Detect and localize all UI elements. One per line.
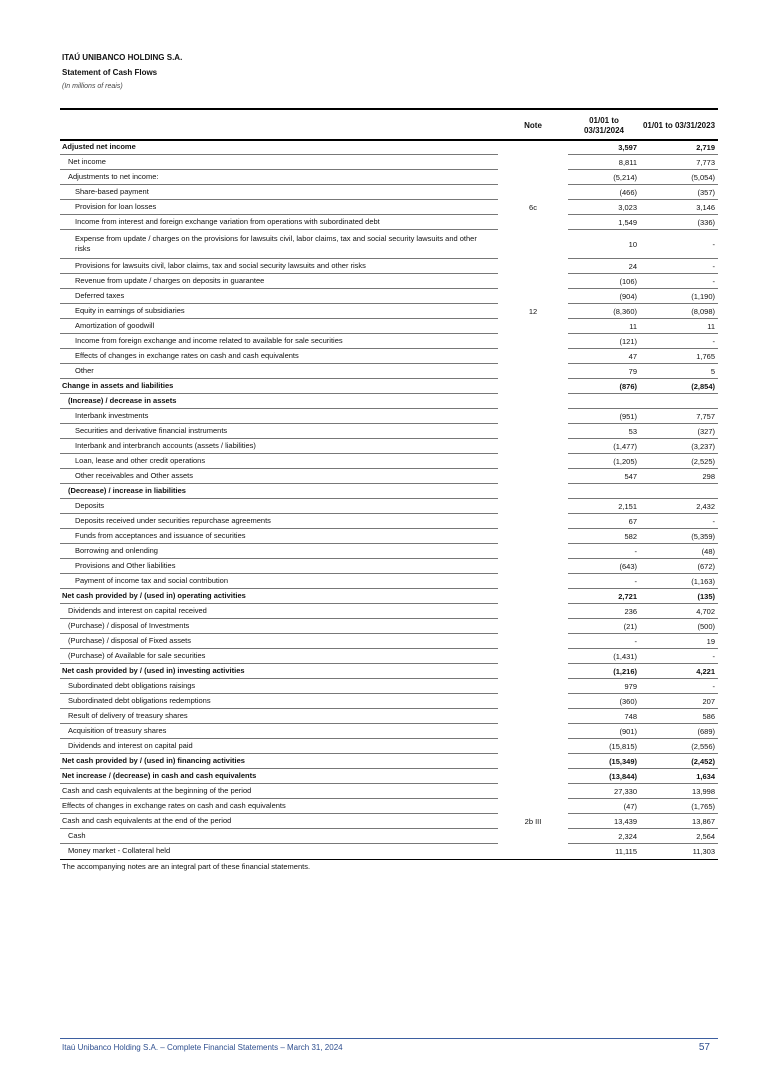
row-value-2024: (8,360) — [568, 304, 640, 319]
row-value-2024: (951) — [568, 409, 640, 424]
row-value-2024: (643) — [568, 559, 640, 574]
page-number: 57 — [698, 1042, 710, 1053]
row-note — [498, 170, 568, 185]
note-column-header: Note — [524, 120, 542, 130]
table-row — [60, 574, 718, 589]
table-row — [60, 814, 718, 829]
row-note — [498, 634, 568, 649]
row-value-2023: 2,719 — [640, 140, 718, 155]
row-value-2024: (47) — [568, 799, 640, 814]
table-row — [60, 304, 718, 319]
row-value-2024: (21) — [568, 619, 640, 634]
row-value-2023: - — [640, 514, 718, 529]
row-value-2023: (5,054) — [640, 170, 718, 185]
units-note: (In millions of reais) — [62, 83, 123, 90]
row-value-2023: (1,163) — [640, 574, 718, 589]
table-row — [60, 619, 718, 634]
row-value-2023 — [640, 394, 718, 409]
row-value-2024: 1,549 — [568, 215, 640, 230]
row-value-2024: 53 — [568, 424, 640, 439]
row-value-2024: 2,151 — [568, 499, 640, 514]
table-row — [60, 349, 718, 364]
table-row — [60, 769, 718, 784]
table-row — [60, 829, 718, 844]
row-label: Other — [60, 364, 498, 379]
row-value-2023: (2,452) — [640, 754, 718, 769]
row-note — [498, 155, 568, 170]
row-note — [498, 230, 568, 259]
row-value-2023: 2,432 — [640, 499, 718, 514]
table-row — [60, 559, 718, 574]
row-value-2023: 4,702 — [640, 604, 718, 619]
row-label: Money market - Collateral held — [68, 846, 171, 856]
table-row — [60, 649, 718, 664]
row-note — [498, 649, 568, 664]
row-value-2024 — [568, 394, 640, 409]
row-value-2023: (500) — [640, 619, 718, 634]
row-note — [498, 514, 568, 529]
table-row — [60, 289, 718, 304]
row-label: Other receivables and Other assets — [60, 469, 498, 484]
table-row — [60, 754, 718, 769]
row-value-2023: (3,237) — [640, 439, 718, 454]
table-row — [60, 454, 718, 469]
row-value-2023: 11 — [640, 319, 718, 334]
row-label: Interbank and interbranch accounts (assets / liabilities) — [60, 439, 498, 454]
row-value-2023: 3,146 — [640, 200, 718, 215]
row-note — [498, 319, 568, 334]
row-label: Provisions for lawsuits civil, labor claims, tax and social security lawsuits and other risks — [60, 259, 498, 274]
row-note — [498, 409, 568, 424]
row-note — [498, 379, 568, 394]
row-value-2024: (13,844) — [568, 769, 640, 784]
table-row — [60, 274, 718, 289]
row-value-2023: (672) — [640, 559, 718, 574]
row-note — [498, 484, 568, 499]
row-label: Effects of changes in exchange rates on cash and cash equivalents — [60, 799, 498, 814]
row-value-2023: 298 — [640, 469, 718, 484]
row-value-2023: (2,556) — [640, 739, 718, 754]
table-row — [60, 394, 718, 409]
row-label: Deposits — [60, 499, 498, 514]
row-note — [498, 574, 568, 589]
row-note — [498, 439, 568, 454]
row-value-2023: (8,098) — [640, 304, 718, 319]
row-value-2024: (1,216) — [568, 664, 640, 679]
row-value-2023: 13,998 — [640, 784, 718, 799]
row-value-2024 — [568, 484, 640, 499]
row-value-2024: (5,214) — [568, 170, 640, 185]
row-value-2024: 11 — [568, 319, 640, 334]
row-value-2024: (466) — [568, 185, 640, 200]
row-label: Deferred taxes — [60, 289, 498, 304]
row-label: Change in assets and liabilities — [60, 379, 498, 394]
row-value-2023: (2,525) — [640, 454, 718, 469]
row-label: Adjustments to net income: — [60, 170, 498, 185]
row-label: Securities and derivative financial instruments — [60, 424, 498, 439]
table-row — [60, 679, 718, 694]
row-value-2024: 13,439 — [568, 814, 640, 829]
row-label: Net cash provided by / (used in) investing activities — [60, 664, 498, 679]
row-value-2023: (135) — [640, 589, 718, 604]
table-row — [60, 484, 718, 499]
row-value-2024: 27,330 — [568, 784, 640, 799]
row-label: Subordinated debt obligations raisings — [60, 679, 498, 694]
row-note — [498, 364, 568, 379]
table-row — [60, 424, 718, 439]
row-value-2023: (1,190) — [640, 289, 718, 304]
row-label: Effects of changes in exchange rates on cash and cash equivalents — [60, 349, 498, 364]
row-value-2023: (357) — [640, 185, 718, 200]
row-value-2024: (1,205) — [568, 454, 640, 469]
row-label: (Purchase) / disposal of Fixed assets — [60, 634, 498, 649]
table-row — [60, 589, 718, 604]
row-label: (Decrease) / increase in liabilities — [60, 484, 498, 499]
table-top-rule — [60, 108, 718, 110]
table-row — [60, 544, 718, 559]
row-note — [498, 454, 568, 469]
table-row — [60, 170, 718, 185]
table-row — [60, 799, 718, 814]
row-note — [498, 589, 568, 604]
row-value-2024: - — [568, 544, 640, 559]
statement-title: Statement of Cash Flows — [62, 68, 158, 77]
row-label: Subordinated debt obligations redemptions — [60, 694, 498, 709]
table-row — [60, 784, 718, 799]
row-note — [498, 844, 568, 859]
row-label: Provision for loan losses — [60, 200, 498, 215]
table-row — [60, 634, 718, 649]
row-value-2024: 236 — [568, 604, 640, 619]
table-row — [60, 140, 718, 155]
row-value-2024: 8,811 — [568, 155, 640, 170]
row-value-2023: - — [640, 679, 718, 694]
row-value-2023: 7,757 — [640, 409, 718, 424]
row-label: Cash and cash equivalents at the end of the period — [60, 814, 498, 829]
row-note — [498, 424, 568, 439]
row-value-2023: 2,564 — [640, 829, 718, 844]
table-row — [60, 499, 718, 514]
row-note — [498, 185, 568, 200]
row-value-2023: 7,773 — [640, 155, 718, 170]
row-label: (Increase) / decrease in assets — [60, 394, 498, 409]
row-value-2023: (689) — [640, 724, 718, 739]
row-note: 6c — [529, 203, 537, 212]
row-note — [498, 739, 568, 754]
row-value-2024: (876) — [568, 379, 640, 394]
table-row — [60, 409, 718, 424]
row-note — [498, 559, 568, 574]
row-value-2024: (1,431) — [568, 649, 640, 664]
row-label: Cash and cash equivalents at the beginning of the period — [60, 784, 498, 799]
row-note — [498, 769, 568, 784]
table-row — [60, 319, 718, 334]
table-row — [60, 334, 718, 349]
table-row — [60, 439, 718, 454]
row-label: Deposits received under securities repurchase agreements — [60, 514, 498, 529]
row-note — [498, 709, 568, 724]
row-value-2023: (48) — [640, 544, 718, 559]
row-note — [498, 349, 568, 364]
row-value-2024: (1,477) — [568, 439, 640, 454]
footer-rule — [60, 1038, 718, 1039]
row-label: Funds from acceptances and issuance of securities — [60, 529, 498, 544]
row-note — [498, 334, 568, 349]
row-value-2023: 13,867 — [640, 814, 718, 829]
row-label: Cash — [60, 829, 498, 844]
row-note — [498, 215, 568, 230]
company-name: ITAÚ UNIBANCO HOLDING S.A. — [62, 53, 183, 62]
row-note — [498, 724, 568, 739]
row-note — [498, 754, 568, 769]
row-label: Acquisition of treasury shares — [60, 724, 498, 739]
table-row — [60, 724, 718, 739]
row-value-2024: (904) — [568, 289, 640, 304]
row-note — [498, 784, 568, 799]
row-value-2024: 2,721 — [568, 589, 640, 604]
row-note — [498, 664, 568, 679]
row-value-2024: (360) — [568, 694, 640, 709]
row-label: Dividends and interest on capital paid — [60, 739, 498, 754]
row-value-2024: 2,324 — [568, 829, 640, 844]
cash-flow-table — [60, 140, 718, 859]
row-label: Equity in earnings of subsidiaries — [60, 304, 498, 319]
row-value-2023: - — [640, 334, 718, 349]
row-value-2024: 10 — [568, 230, 640, 259]
row-label: Result of delivery of treasury shares — [60, 709, 498, 724]
row-value-2023: - — [640, 649, 718, 664]
row-label: Payment of income tax and social contribution — [60, 574, 498, 589]
table-row — [60, 185, 718, 200]
row-label: Amortization of goodwill — [60, 319, 498, 334]
row-value-2024: 47 — [568, 349, 640, 364]
row-label: Adjusted net income — [60, 140, 498, 155]
row-label: Provisions and Other liabilities — [60, 559, 498, 574]
row-label: Borrowing and onlending — [60, 544, 498, 559]
row-label: Income from interest and foreign exchange variation from operations with subordinated debt — [60, 215, 498, 230]
row-value-2023: 1,765 — [640, 349, 718, 364]
row-value-2023: 207 — [640, 694, 718, 709]
table-row — [60, 529, 718, 544]
row-note — [498, 499, 568, 514]
row-note — [498, 544, 568, 559]
footnote: The accompanying notes are an integral part of these financial statements. — [62, 862, 311, 871]
row-value-2023: 1,634 — [640, 769, 718, 784]
row-label: Net cash provided by / (used in) operating activities — [60, 589, 498, 604]
row-label: Revenue from update / charges on deposits in guarantee — [60, 274, 498, 289]
row-label: Dividends and interest on capital received — [60, 604, 498, 619]
table-row — [60, 230, 718, 259]
row-label: (Purchase) of Available for sale securities — [60, 649, 498, 664]
row-note — [498, 619, 568, 634]
row-label: Expense from update / charges on the provisions for lawsuits civil, labor claims, tax and social security lawsuits and other risks — [60, 230, 498, 259]
row-value-2024: (106) — [568, 274, 640, 289]
table-row — [60, 379, 718, 394]
row-value-2023: (2,854) — [640, 379, 718, 394]
row-value-2023: (1,765) — [640, 799, 718, 814]
row-value-2023: 19 — [640, 634, 718, 649]
table-row — [60, 604, 718, 619]
row-value-2024: (901) — [568, 724, 640, 739]
row-note — [498, 679, 568, 694]
row-value-2023: (5,359) — [640, 529, 718, 544]
row-value-2024: 3,597 — [568, 140, 640, 155]
row-value-2024: 979 — [568, 679, 640, 694]
table-row — [60, 364, 718, 379]
row-value-2024: 79 — [568, 364, 640, 379]
row-value-2024: 547 — [568, 469, 640, 484]
table-row — [60, 215, 718, 230]
table-row — [60, 469, 718, 484]
row-value-2024: (15,349) — [568, 754, 640, 769]
row-value-2023: - — [640, 259, 718, 274]
row-note — [498, 289, 568, 304]
period-2024-column-header: 01/01 to 03/31/2024 — [583, 115, 625, 135]
table-row — [60, 694, 718, 709]
table-row — [60, 155, 718, 170]
period-2023-column-header: 01/01 to 03/31/2023 — [642, 120, 716, 130]
row-value-2023: 5 — [640, 364, 718, 379]
row-value-2023: 586 — [640, 709, 718, 724]
row-note — [498, 694, 568, 709]
row-label: Share-based payment — [60, 185, 498, 200]
row-value-2024: (121) — [568, 334, 640, 349]
row-value-2023: - — [640, 230, 718, 259]
row-note — [498, 469, 568, 484]
row-value-2024: 748 — [568, 709, 640, 724]
row-value-2024: 67 — [568, 514, 640, 529]
row-value-2023: - — [640, 274, 718, 289]
table-row — [60, 200, 718, 215]
row-note: 12 — [528, 307, 538, 316]
row-value-2023: 11,303 — [692, 847, 715, 856]
row-note: 2b III — [524, 817, 542, 826]
row-value-2023: (327) — [640, 424, 718, 439]
row-note — [498, 529, 568, 544]
table-row — [60, 739, 718, 754]
row-value-2024: - — [568, 574, 640, 589]
table-bottom-rule — [60, 859, 718, 860]
table-row — [60, 844, 718, 859]
row-note — [498, 259, 568, 274]
row-value-2024: 582 — [568, 529, 640, 544]
row-value-2024: 24 — [568, 259, 640, 274]
row-value-2024: 3,023 — [568, 200, 640, 215]
row-label: Net increase / (decrease) in cash and cash equivalents — [60, 769, 498, 784]
row-label: Net cash provided by / (used in) financing activities — [60, 754, 498, 769]
row-note — [498, 604, 568, 619]
row-note — [498, 274, 568, 289]
row-note — [498, 799, 568, 814]
row-value-2023: 4,221 — [640, 664, 718, 679]
row-value-2024: - — [568, 634, 640, 649]
table-row — [60, 709, 718, 724]
footer-document-title: Itaú Unibanco Holding S.A. – Complete Financial Statements – March 31, 2024 — [62, 1043, 343, 1052]
row-label: Net income — [60, 155, 498, 170]
table-row — [60, 664, 718, 679]
row-note — [498, 394, 568, 409]
table-row — [60, 259, 718, 274]
row-note — [498, 829, 568, 844]
row-label: Interbank investments — [60, 409, 498, 424]
row-note — [498, 140, 568, 155]
row-value-2023 — [640, 484, 718, 499]
row-value-2024: 11,115 — [615, 847, 637, 856]
table-row — [60, 514, 718, 529]
row-label: Loan, lease and other credit operations — [60, 454, 498, 469]
row-value-2024: (15,815) — [568, 739, 640, 754]
row-value-2023: (336) — [640, 215, 718, 230]
row-label: (Purchase) / disposal of Investments — [60, 619, 498, 634]
row-label: Income from foreign exchange and income related to available for sale securities — [60, 334, 498, 349]
